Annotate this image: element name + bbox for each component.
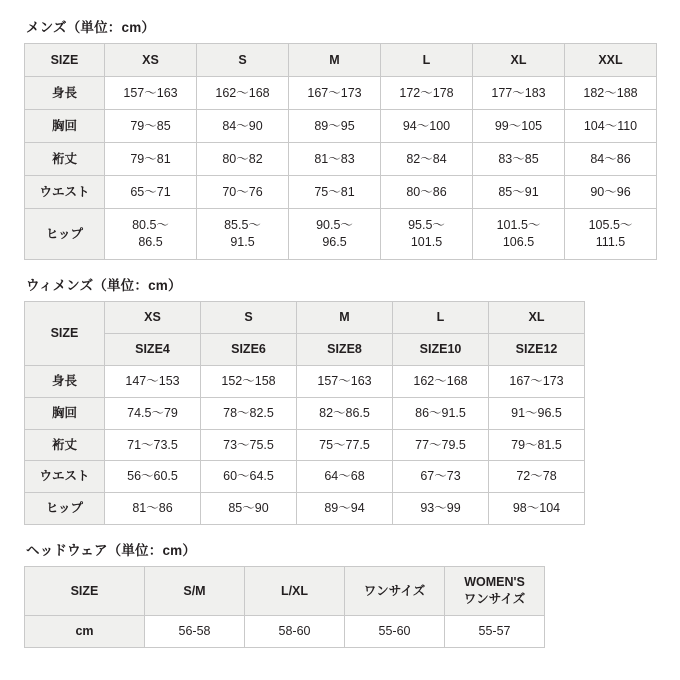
table-cell: 60〜64.5	[201, 461, 297, 493]
column-header: XXL	[565, 44, 657, 77]
table-row	[25, 615, 545, 647]
table-cell: 58-60	[245, 615, 345, 647]
table-cell: 81〜83	[289, 143, 381, 176]
mens-size-table	[24, 43, 657, 260]
column-header: L/XL	[245, 567, 345, 616]
table-row	[25, 143, 657, 176]
table-cell: 91〜96.5	[489, 397, 585, 429]
table-cell: 80.5〜 86.5	[105, 209, 197, 260]
table-cell: 93〜99	[393, 493, 489, 525]
table-cell: 55-57	[445, 615, 545, 647]
table-cell: 56-58	[145, 615, 245, 647]
table-cell: 72〜78	[489, 461, 585, 493]
table-cell: 56〜60.5	[105, 461, 201, 493]
table-row	[25, 176, 657, 209]
table-cell: 73〜75.5	[201, 429, 297, 461]
table-row	[25, 429, 585, 461]
table-cell: 70〜76	[197, 176, 289, 209]
table-cell: 75〜77.5	[297, 429, 393, 461]
table-cell: 71〜73.5	[105, 429, 201, 461]
womens-section-title: ウィメンズ（単位：cm）	[26, 278, 182, 293]
row-header: 身長	[25, 77, 105, 110]
column-subheader: SIZE12	[489, 333, 585, 365]
table-row	[25, 365, 585, 397]
row-header: 胸回	[25, 397, 105, 429]
table-cell: 80〜82	[197, 143, 289, 176]
column-header: XL	[489, 302, 585, 334]
row-header: ヒップ	[25, 209, 105, 260]
mens-section-title: メンズ（単位：cm）	[26, 20, 156, 35]
column-header: S/M	[145, 567, 245, 616]
table-cell: 157〜163	[297, 365, 393, 397]
table-cell: 84〜90	[197, 110, 289, 143]
table-row	[25, 461, 585, 493]
row-header: cm	[25, 615, 145, 647]
column-header: L	[381, 44, 473, 77]
column-header: S	[201, 302, 297, 334]
table-cell: 90.5〜 96.5	[289, 209, 381, 260]
table-cell: 104〜110	[565, 110, 657, 143]
table-cell: 152〜158	[201, 365, 297, 397]
table-cell: 162〜168	[197, 77, 289, 110]
column-header: M	[289, 44, 381, 77]
row-header: 胸回	[25, 110, 105, 143]
table-cell: 85.5〜 91.5	[197, 209, 289, 260]
table-cell: 85〜90	[201, 493, 297, 525]
column-header: WOMEN'S ワンサイズ	[445, 567, 545, 616]
column-header: ワンサイズ	[345, 567, 445, 616]
row-header: ウエスト	[25, 176, 105, 209]
table-cell: 85〜91	[473, 176, 565, 209]
table-cell: 65〜71	[105, 176, 197, 209]
table-cell: 81〜86	[105, 493, 201, 525]
table-cell: 89〜94	[297, 493, 393, 525]
table-row	[25, 397, 585, 429]
column-header: XL	[473, 44, 565, 77]
womens-size-table	[24, 301, 585, 525]
table-cell: 147〜153	[105, 365, 201, 397]
table-row	[25, 110, 657, 143]
table-cell: 101.5〜 106.5	[473, 209, 565, 260]
table-cell: 55-60	[345, 615, 445, 647]
column-subheader: SIZE10	[393, 333, 489, 365]
womens-section	[24, 274, 656, 525]
column-header: SIZE	[25, 567, 145, 616]
table-header-row	[25, 567, 545, 616]
table-cell: 105.5〜 111.5	[565, 209, 657, 260]
table-cell: 80〜86	[381, 176, 473, 209]
table-cell: 79〜85	[105, 110, 197, 143]
column-subheader: SIZE6	[201, 333, 297, 365]
table-cell: 77〜79.5	[393, 429, 489, 461]
table-row	[25, 77, 657, 110]
row-header: ヒップ	[25, 493, 105, 525]
column-header: SIZE	[25, 302, 105, 366]
row-header: 裄丈	[25, 143, 105, 176]
table-cell: 86〜91.5	[393, 397, 489, 429]
table-cell: 157〜163	[105, 77, 197, 110]
table-cell: 182〜188	[565, 77, 657, 110]
table-cell: 98〜104	[489, 493, 585, 525]
table-cell: 82〜84	[381, 143, 473, 176]
table-cell: 89〜95	[289, 110, 381, 143]
table-subheader-row	[25, 333, 585, 365]
column-header: L	[393, 302, 489, 334]
column-header: XS	[105, 44, 197, 77]
table-row	[25, 493, 585, 525]
column-subheader: SIZE4	[105, 333, 201, 365]
headwear-section-title: ヘッドウェア（単位：cm）	[26, 543, 197, 559]
table-cell: 94〜100	[381, 110, 473, 143]
column-header: S	[197, 44, 289, 77]
table-cell: 83〜85	[473, 143, 565, 176]
table-cell: 79〜81.5	[489, 429, 585, 461]
column-subheader: SIZE8	[297, 333, 393, 365]
table-cell: 95.5〜 101.5	[381, 209, 473, 260]
table-cell: 99〜105	[473, 110, 565, 143]
table-cell: 90〜96	[565, 176, 657, 209]
table-cell: 75〜81	[289, 176, 381, 209]
table-cell: 84〜86	[565, 143, 657, 176]
row-header: ウエスト	[25, 461, 105, 493]
table-header-row	[25, 44, 657, 77]
table-cell: 78〜82.5	[201, 397, 297, 429]
table-cell: 67〜73	[393, 461, 489, 493]
table-cell: 167〜173	[489, 365, 585, 397]
table-cell: 167〜173	[289, 77, 381, 110]
row-header: 裄丈	[25, 429, 105, 461]
table-cell: 64〜68	[297, 461, 393, 493]
headwear-section	[24, 539, 656, 648]
column-header: XS	[105, 302, 201, 334]
table-row	[25, 209, 657, 260]
table-cell: 172〜178	[381, 77, 473, 110]
headwear-size-table	[24, 566, 545, 648]
mens-section	[24, 16, 656, 260]
column-header: M	[297, 302, 393, 334]
table-cell: 79〜81	[105, 143, 197, 176]
table-cell: 82〜86.5	[297, 397, 393, 429]
table-cell: 74.5〜79	[105, 397, 201, 429]
table-header-row	[25, 302, 585, 334]
table-cell: 177〜183	[473, 77, 565, 110]
column-header: SIZE	[25, 44, 105, 77]
row-header: 身長	[25, 365, 105, 397]
table-cell: 162〜168	[393, 365, 489, 397]
